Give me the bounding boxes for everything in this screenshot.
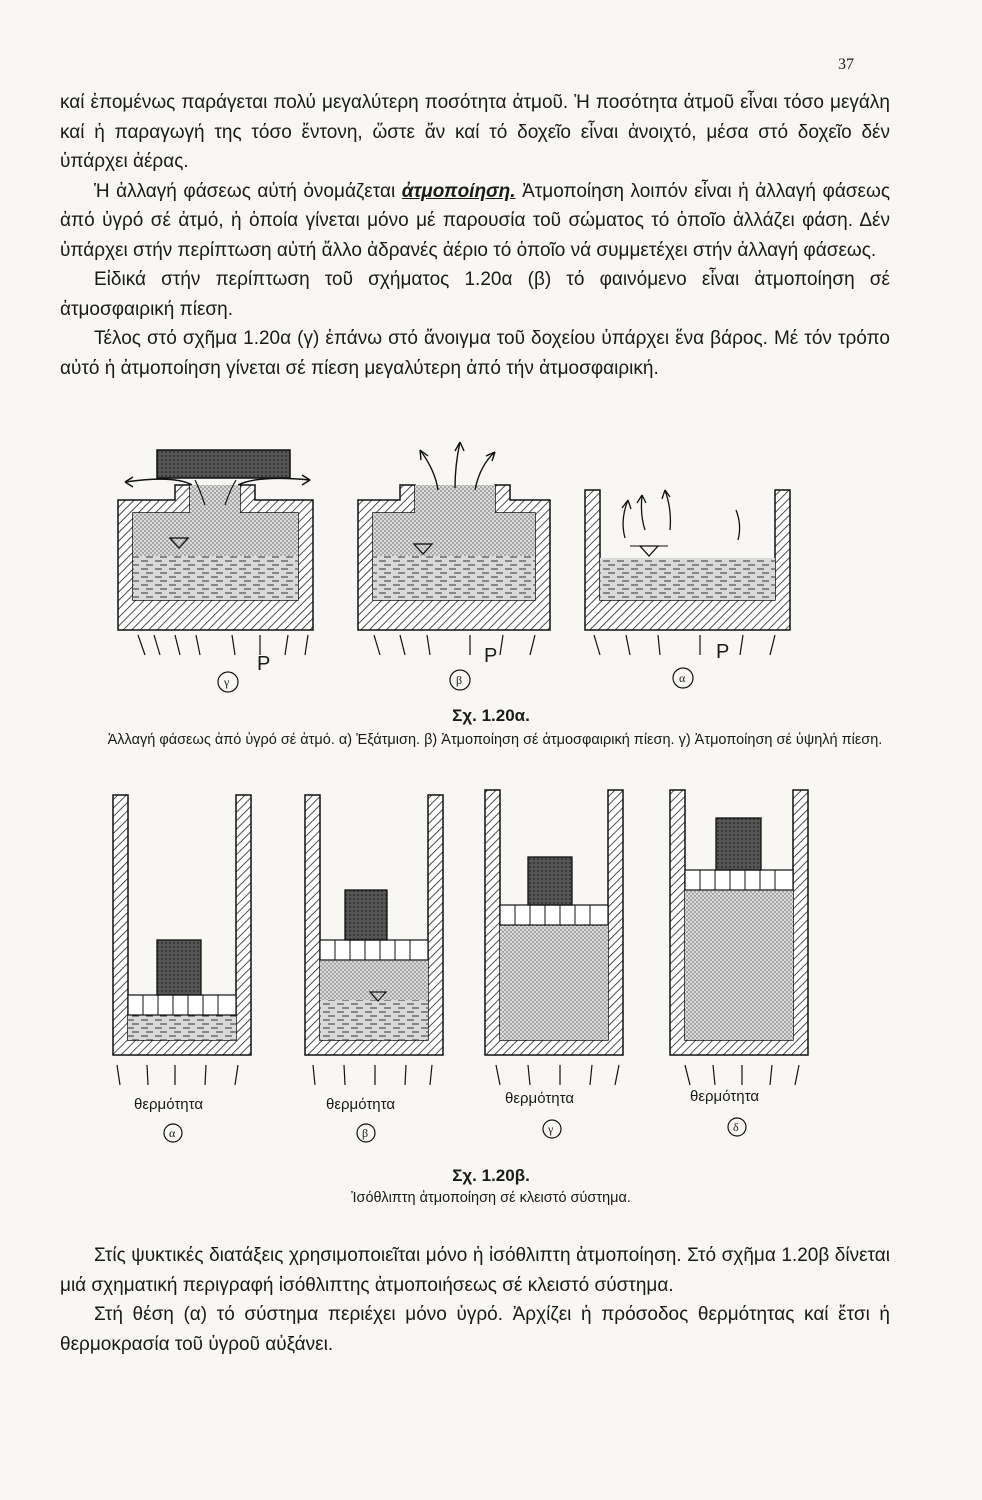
- body-text-top: [60, 88, 890, 383]
- label-delta-b: δ: [733, 1120, 739, 1134]
- container-alpha: [585, 490, 790, 688]
- heat-label-delta: θερμότητα: [690, 1088, 759, 1105]
- paragraph-2: Ἡ ἀλλαγή φάσεως αὐτή ὀνομάζεται ἀτμοποίηση. Ἀτμοποίηση λοιπόν εἶναι ἡ ἀλλαγή φάσεως ἀπό ὑγρό σέ ἀτμό, ἡ ὁποία γίνεται μόνο μέ παρουσία τοῦ σώματος τό ὁποῖο ἀλλάζει φάση. Δέν ὑπάρχει στήν περίπτωση αὐτή ἄλλο ἀδρανές ἀέριο τό ὁποῖο νά συμμετέχει στήν ἀλλαγή φάσεως.: [60, 180, 890, 261]
- paragraph-3: Εἰδικά στήν περίπτωση τοῦ σχήματος 1.20α (β) τό φαινόμενο εἶναι ἀτμοποίηση σέ ἀτμοσφαιρική πίεση.: [60, 269, 890, 320]
- figure-1-20b-diagram: [0, 785, 982, 1160]
- cylinder-gamma: [485, 790, 623, 1138]
- page-number: 37: [838, 56, 854, 73]
- label-beta: β: [456, 673, 463, 687]
- figure-1-20b-caption: Ἰσόθλιπτη ἀτμοποίηση σέ κλειστό σύστημα.: [351, 1190, 631, 1206]
- paragraph-1: καί ἑπομένως παράγεται πολύ μεγαλύτερη ποσότητα ἀτμοῦ. Ἡ ποσότητα ἀτμοῦ εἶναι τόσο μεγάλη καί ἡ παραγωγή της τόσο ἔντονη, ὥστε ἄν καί τό δοχεῖο εἶναι ἀνοιχτό, μέσα στό δοχεῖο δέν ὑπάρχει ἀέρας.: [60, 92, 890, 172]
- cylinder-delta: [670, 790, 808, 1136]
- figure-1-20b-title: Σχ. 1.20β.: [452, 1166, 530, 1185]
- figure-1-20a-title: Σχ. 1.20α.: [452, 706, 530, 725]
- paragraph-4: Τέλος στό σχῆμα 1.20α (γ) ἐπάνω στό ἄνοιγμα τοῦ δοχείου ὑπάρχει ἕνα βάρος. Μέ τόν τρόπο αὐτό ἡ ἀτμοποίηση γίνεται σέ πίεση μεγαλύτερη ἀπό τήν ἀτμοσφαιρική.: [60, 328, 890, 379]
- heat-label-beta: θερμότητα: [326, 1096, 395, 1113]
- paragraph-6: Στή θέση (α) τό σύστημα περιέχει μόνο ὑγρό. Ἀρχίζει ἡ πρόσοδος θερμότητας καί ἔτσι ἡ θερμοκρασία τοῦ ὑγροῦ αὐξάνει.: [60, 1304, 890, 1355]
- body-text-bottom: [60, 1241, 890, 1359]
- paragraph-5: Στίς ψυκτικές διατάξεις χρησιμοποιεῖται μόνο ἡ ἰσόθλιπτη ἀτμοποίηση. Στό σχῆμα 1.20β δίνεται μιά σχηματική περιγραφή ἰσόθλιπτης ἀτμοποιήσεως σέ κλειστό σύστημα.: [60, 1245, 890, 1296]
- p-label-alpha: P: [716, 641, 730, 663]
- label-alpha-b: α: [169, 1126, 176, 1140]
- cylinder-alpha: [113, 795, 251, 1142]
- p-label-gamma: P: [257, 653, 271, 675]
- heat-label-alpha: θερμότητα: [134, 1096, 203, 1113]
- heat-label-gamma: θερμότητα: [505, 1090, 574, 1107]
- label-gamma: γ: [224, 675, 230, 689]
- weight-block: [157, 450, 290, 478]
- term-atmopoiisi: ἀτμοποίηση.: [401, 180, 516, 202]
- cylinder-beta: [305, 795, 443, 1142]
- p-label-beta: P: [484, 645, 498, 667]
- figure-1-20a-diagram: [0, 430, 982, 700]
- label-beta-b: β: [362, 1126, 369, 1140]
- container-gamma: [118, 450, 313, 692]
- container-beta: [358, 442, 550, 690]
- figure-1-20a-caption: Ἀλλαγή φάσεως ἀπό ὑγρό σέ ἀτμό. α) Ἐξάτμιση. β) Ἀτμοποίηση σέ ἀτμοσφαιρική πίεση. γ) Ἀτμοποίηση σέ ὑψηλή πίεση.: [107, 732, 883, 748]
- label-alpha: α: [679, 671, 686, 685]
- label-gamma-b: γ: [548, 1122, 554, 1136]
